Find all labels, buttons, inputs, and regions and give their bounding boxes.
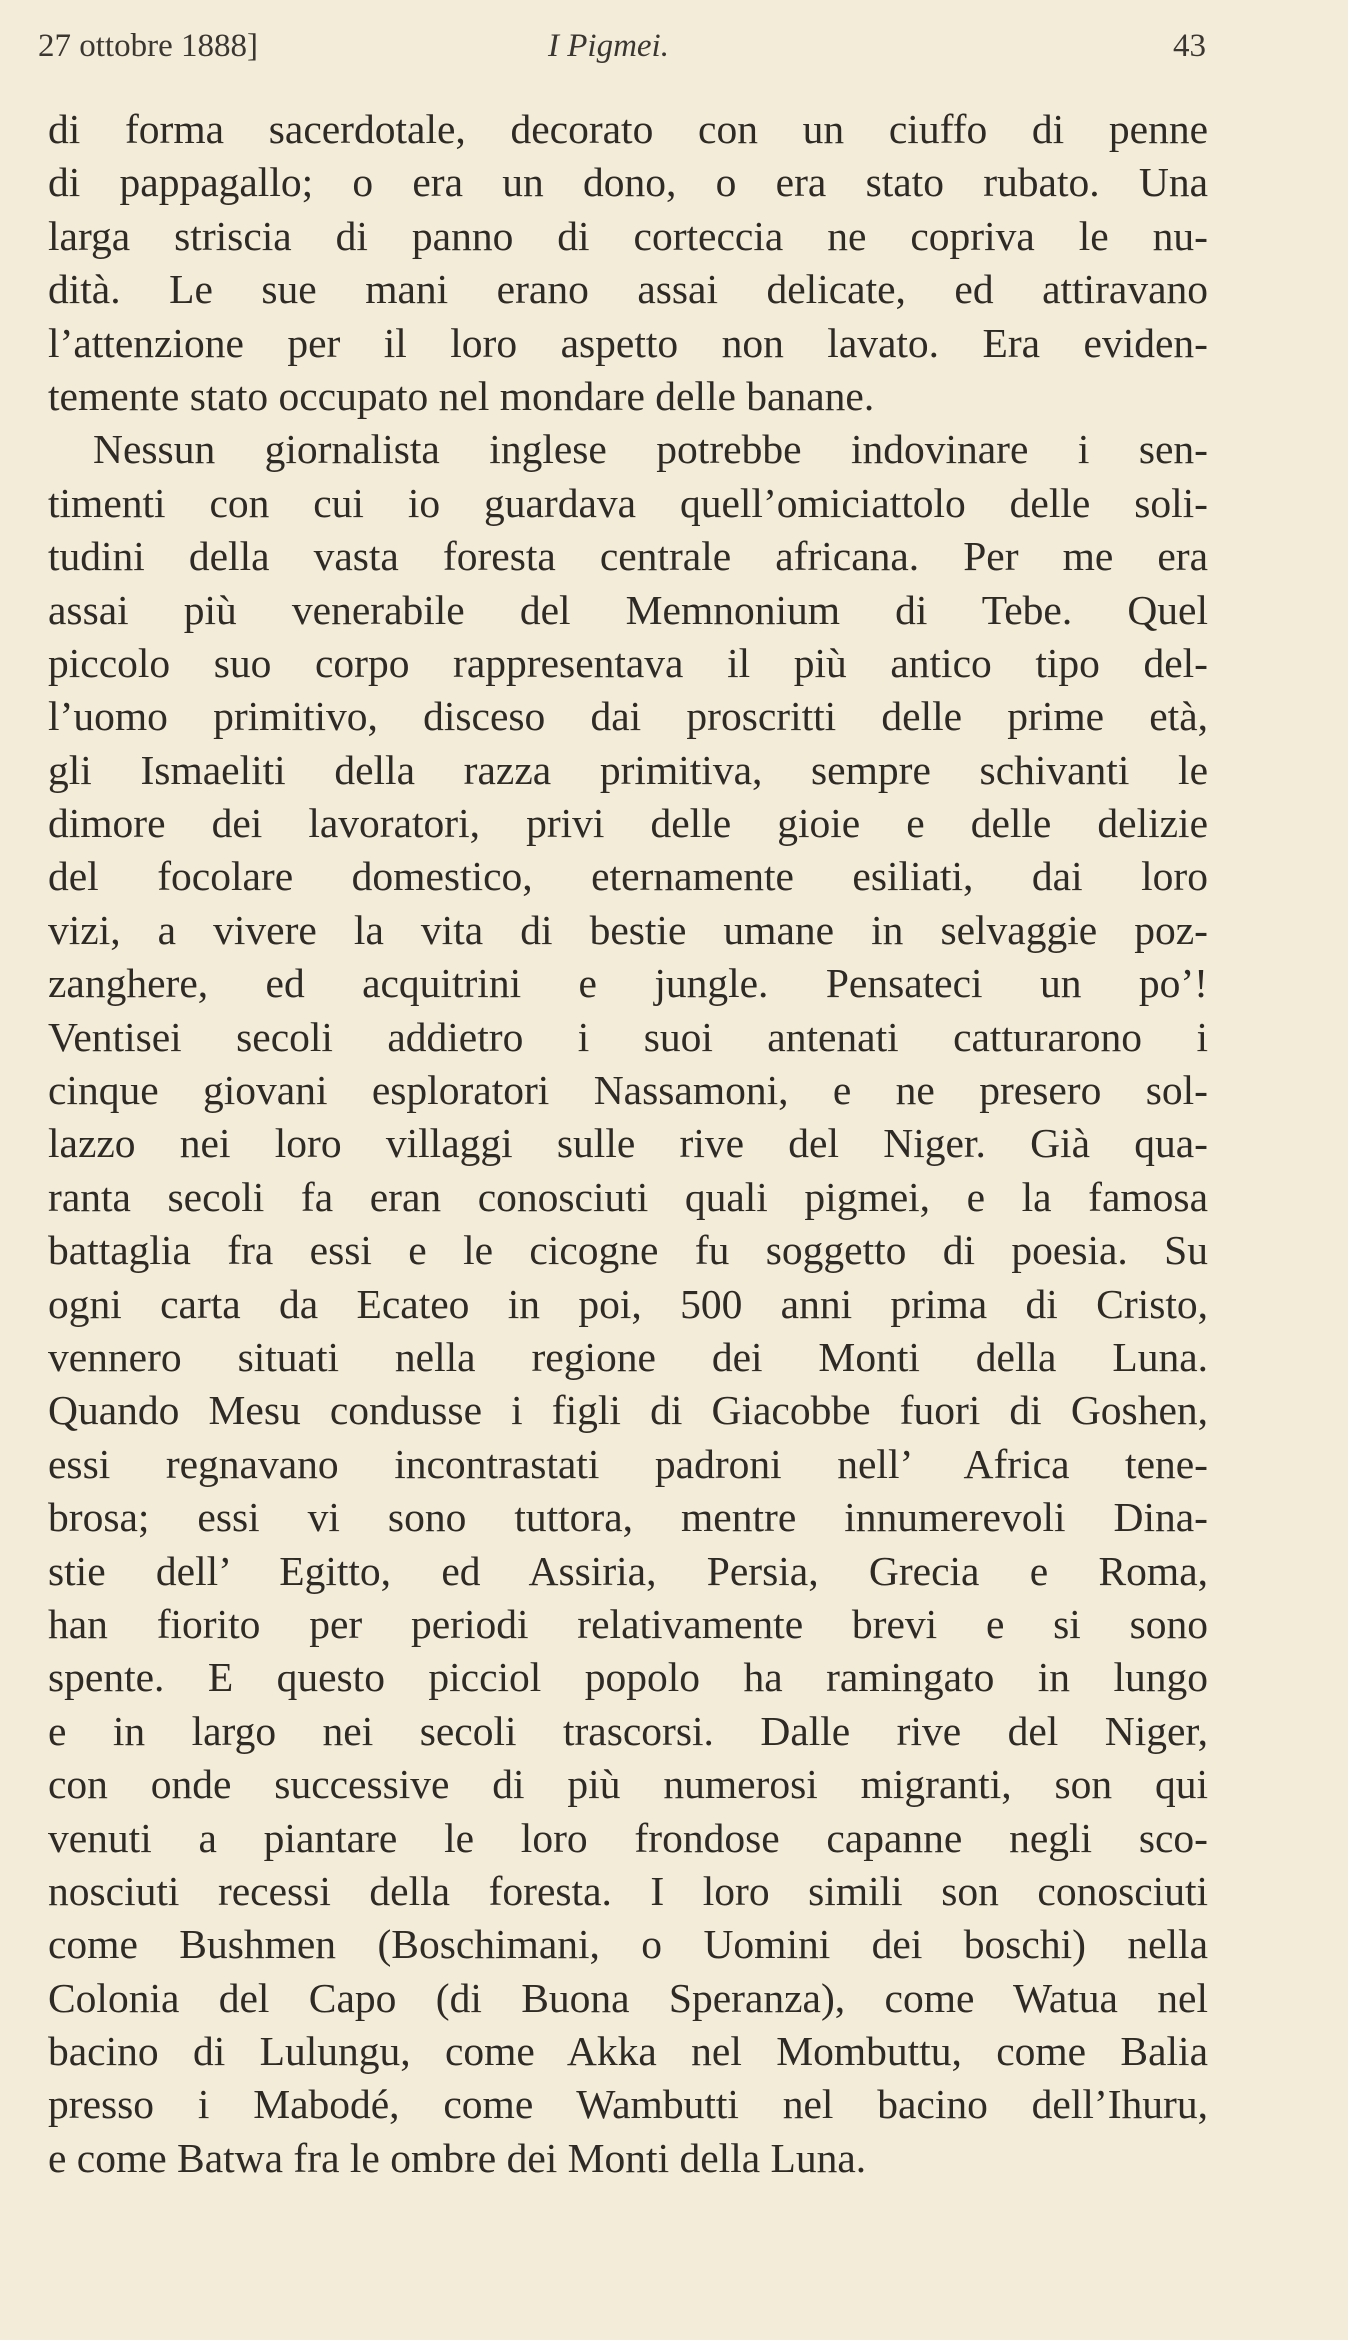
header-title: I Pigmei. [548,28,669,64]
text-line: venuti a piantare le loro frondose capanne negli sco- [48,1814,1208,1861]
text-line: e come Batwa fra le ombre dei Monti della Luna. [48,2134,867,2181]
text-line: larga striscia di panno di corteccia ne copriva le nu- [48,212,1208,259]
text-line: han fiorito per periodi relativamente brevi e si sono [48,1600,1208,1647]
text-line: zanghere, ed acquitrini e jungle. Pensateci un po’! [48,960,1208,1007]
text-line: ogni carta da Ecateo in poi, 500 anni prima di Cristo, [48,1280,1208,1327]
running-head [38,28,1206,72]
text-line: del focolare domestico, eternamente esiliati, dai loro [48,853,1208,900]
text-line: dità. Le sue mani erano assai delicate, ed attiravano [48,266,1208,313]
text-line: Colonia del Capo (di Buona Speranza), come Watua nel [48,1974,1208,2021]
text-line: gli Ismaeliti della razza primitiva, sempre schivanti le [48,746,1208,793]
text-line: brosa; essi vi sono tuttora, mentre innumerevoli Dina- [48,1494,1208,1541]
text-line: piccolo suo corpo rappresentava il più antico tipo del- [48,639,1208,686]
text-line: lazzo nei loro villaggi sulle rive del Niger. Già qua- [48,1120,1208,1167]
text-line: l’uomo primitivo, disceso dai proscritti delle prime età, [48,693,1208,740]
text-line: temente stato occupato nel mondare delle banane. [48,372,875,419]
text-line: cinque giovani esploratori Nassamoni, e ne presero sol- [48,1067,1208,1114]
text-line: dimore dei lavoratori, privi delle gioie e delle delizie [48,800,1208,847]
body-text [48,103,1208,2185]
text-line: essi regnavano incontrastati padroni nell’ Africa tene- [48,1440,1208,1487]
text-line: tudini della vasta foresta centrale africana. Per me era [48,533,1208,580]
text-line: ranta secoli fa eran conosciuti quali pigmei, e la famosa [48,1173,1208,1220]
text-line: Nessun giornalista inglese potrebbe indovinare i sen- [93,426,1208,473]
paragraph [48,103,1208,423]
text-line: battaglia fra essi e le cicogne fu soggetto di poesia. Su [48,1227,1208,1274]
text-line: nosciuti recessi della foresta. I loro simili son conosciuti [48,1867,1208,1914]
text-line: vizi, a vivere la vita di bestie umane in selvaggie poz- [48,906,1208,953]
text-line: e in largo nei secoli trascorsi. Dalle rive del Niger, [48,1707,1208,1754]
text-line: stie dell’ Egitto, ed Assiria, Persia, Grecia e Roma, [48,1547,1208,1594]
text-line: di forma sacerdotale, decorato con un ciuffo di penne [48,106,1208,152]
text-line: vennero situati nella regione dei Monti della Luna. [48,1333,1208,1380]
text-line: assai più venerabile del Memnonium di Tebe. Quel [48,586,1208,633]
page-number: 43 [1173,28,1206,64]
text-line: timenti con cui io guardava quell’omiciattolo delle soli- [48,479,1208,526]
text-line: di pappagallo; o era un dono, o era stato rubato. Una [48,159,1208,206]
text-line: Quando Mesu condusse i figli di Giacobbe fuori di Goshen, [48,1387,1208,1434]
paragraph [48,423,1208,2185]
text-line: spente. E questo picciol popolo ha ramingato in lungo [48,1654,1208,1701]
header-date: 27 ottobre 1888] [38,28,258,64]
text-line: Ventisei secoli addietro i suoi antenati catturarono i [48,1013,1208,1060]
text-line: con onde successive di più numerosi migranti, son qui [48,1761,1208,1808]
text-line: presso i Mabodé, come Wambutti nel bacino dell’Ihuru, [48,2081,1208,2128]
text-line: l’attenzione per il loro aspetto non lavato. Era eviden- [48,319,1208,366]
text-line: come Bushmen (Boschimani, o Uomini dei boschi) nella [48,1921,1208,1968]
text-line: bacino di Lulungu, come Akka nel Mombuttu, come Balia [48,2028,1208,2075]
